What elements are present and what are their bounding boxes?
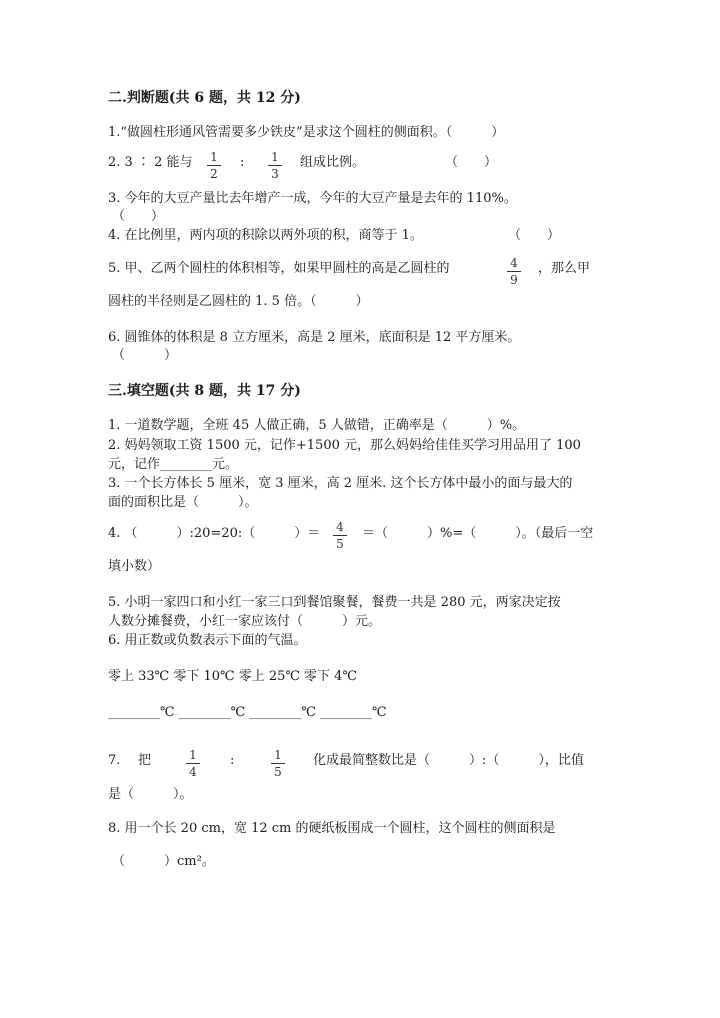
s2-q5-line1-suffix: ，那么甲 — [538, 261, 591, 276]
fraction-numerator: 4 — [336, 520, 344, 534]
s3-q7-suffix: 化成最简整数比是（ ）:（ ），比值 — [313, 753, 584, 768]
fraction-bar — [186, 763, 200, 764]
answer-blank[interactable]: （ ） — [112, 209, 165, 224]
fraction-one-fifth — [271, 748, 285, 779]
s3-q6-answer-blanks[interactable]: ________℃ ________℃ ________℃ ________℃ — [108, 705, 387, 720]
s3-q6-temperatures: 零上 33℃ 零下 10℃ 零上 25℃ 零下 4℃ — [108, 669, 357, 684]
fraction-numerator: 1 — [274, 748, 282, 762]
fraction-denominator: 5 — [274, 765, 282, 779]
answer-blank[interactable]: （ ） — [508, 228, 561, 243]
fraction-denominator: 4 — [189, 765, 197, 779]
s2-q2-prefix: 2. 3 ∶ 2 能与 — [108, 155, 193, 170]
fraction-one-quarter — [186, 748, 200, 779]
fraction-bar — [507, 271, 521, 272]
s3-q4-line2: 填小数） — [108, 559, 161, 574]
s3-q3-line2: 面的面积比是（ ）。 — [108, 495, 258, 510]
section3-heading: 三.填空题(共 8 题，共 17 分) — [108, 383, 301, 399]
fraction-bar — [333, 535, 347, 536]
s2-q5-line2: 圆柱的半径则是乙圆柱的 1. 5 倍。（ ） — [108, 294, 369, 309]
s2-q3-line1: 3. 今年的大豆产量比去年增产一成，今年的大豆产量是去年的 110%。 — [108, 191, 517, 206]
s2-q2-suffix: 组成比例。 — [300, 155, 366, 170]
ratio-colon: : — [240, 155, 245, 170]
fraction-numerator: 1 — [271, 150, 279, 164]
s3-q5-line1: 5. 小明一家四口和小红一家三口到餐馆聚餐，餐费一共是 280 元，两家决定按 — [108, 595, 561, 610]
fraction-bar — [207, 165, 221, 166]
s3-q2-line2: 元，记作________元。 — [108, 457, 239, 472]
s3-q8-line1: 8. 用一个长 20 cm，宽 12 cm 的硬纸板围成一个圆柱，这个圆柱的侧面积是 — [108, 821, 556, 836]
fraction-one-third — [268, 150, 282, 181]
fraction-numerator: 1 — [189, 748, 197, 762]
s2-q5-line1-prefix: 5. 甲、乙两个圆柱的体积相等，如果甲圆柱的高是乙圆柱的 — [108, 261, 450, 276]
fraction-denominator: 9 — [510, 273, 518, 287]
fraction-one-half — [207, 150, 221, 181]
fraction-numerator: 4 — [510, 256, 518, 270]
s3-q6-text: 6. 用正数或负数表示下面的气温。 — [108, 633, 307, 648]
s3-q7-line2: 是（ ）。 — [108, 787, 193, 802]
answer-blank[interactable]: （ ） — [112, 348, 178, 363]
s3-q3-line1: 3. 一个长方体长 5 厘米，宽 3 厘米，高 2 厘米. 这个长方体中最小的面与最大的 — [108, 476, 573, 491]
s3-q8-line2: （ ）cm²。 — [112, 854, 215, 869]
s2-q6-line1: 6. 圆锥体的体积是 8 立方厘米，高是 2 厘米，底面积是 12 平方厘米。 — [108, 330, 521, 345]
s3-q4-prefix: 4. （ ）:20=20:（ ）＝ — [108, 526, 321, 541]
s3-q7-verb: 把 — [138, 753, 152, 768]
fraction-four-ninths — [507, 256, 521, 287]
s2-q4-text: 4. 在比例里，两内项的积除以两外项的积，商等于 1。 — [108, 228, 423, 243]
s3-q2-line1: 2. 妈妈领取工资 1500 元，记作+1500 元，那么妈妈给佳佳买学习用品用了 100 — [108, 438, 581, 453]
s3-q7-number: 7. — [108, 753, 121, 768]
fraction-four-fifths — [333, 520, 347, 551]
s2-question-1: 1.“做圆柱形通风管需要多少铁皮”是求这个圆柱的侧面积。（ ） — [108, 125, 505, 140]
s3-q4-suffix: ＝（ ）%=（ ）。（最后一空 — [362, 526, 594, 541]
ratio-colon: : — [230, 753, 235, 768]
fraction-denominator: 2 — [210, 167, 218, 181]
fraction-bar — [271, 763, 285, 764]
fraction-numerator: 1 — [210, 150, 218, 164]
fraction-bar — [268, 165, 282, 166]
section2-heading: 二.判断题(共 6 题，共 12 分) — [108, 90, 301, 106]
s3-q5-line2: 人数分摊餐费，小红一家应该付（ ）元。 — [108, 614, 382, 629]
fraction-denominator: 5 — [336, 537, 344, 551]
s3-question-1: 1. 一道数学题，全班 45 人做正确，5 人做错，正确率是（ ）%。 — [108, 418, 526, 433]
answer-blank[interactable]: （ ） — [445, 155, 498, 170]
fraction-denominator: 3 — [271, 167, 279, 181]
